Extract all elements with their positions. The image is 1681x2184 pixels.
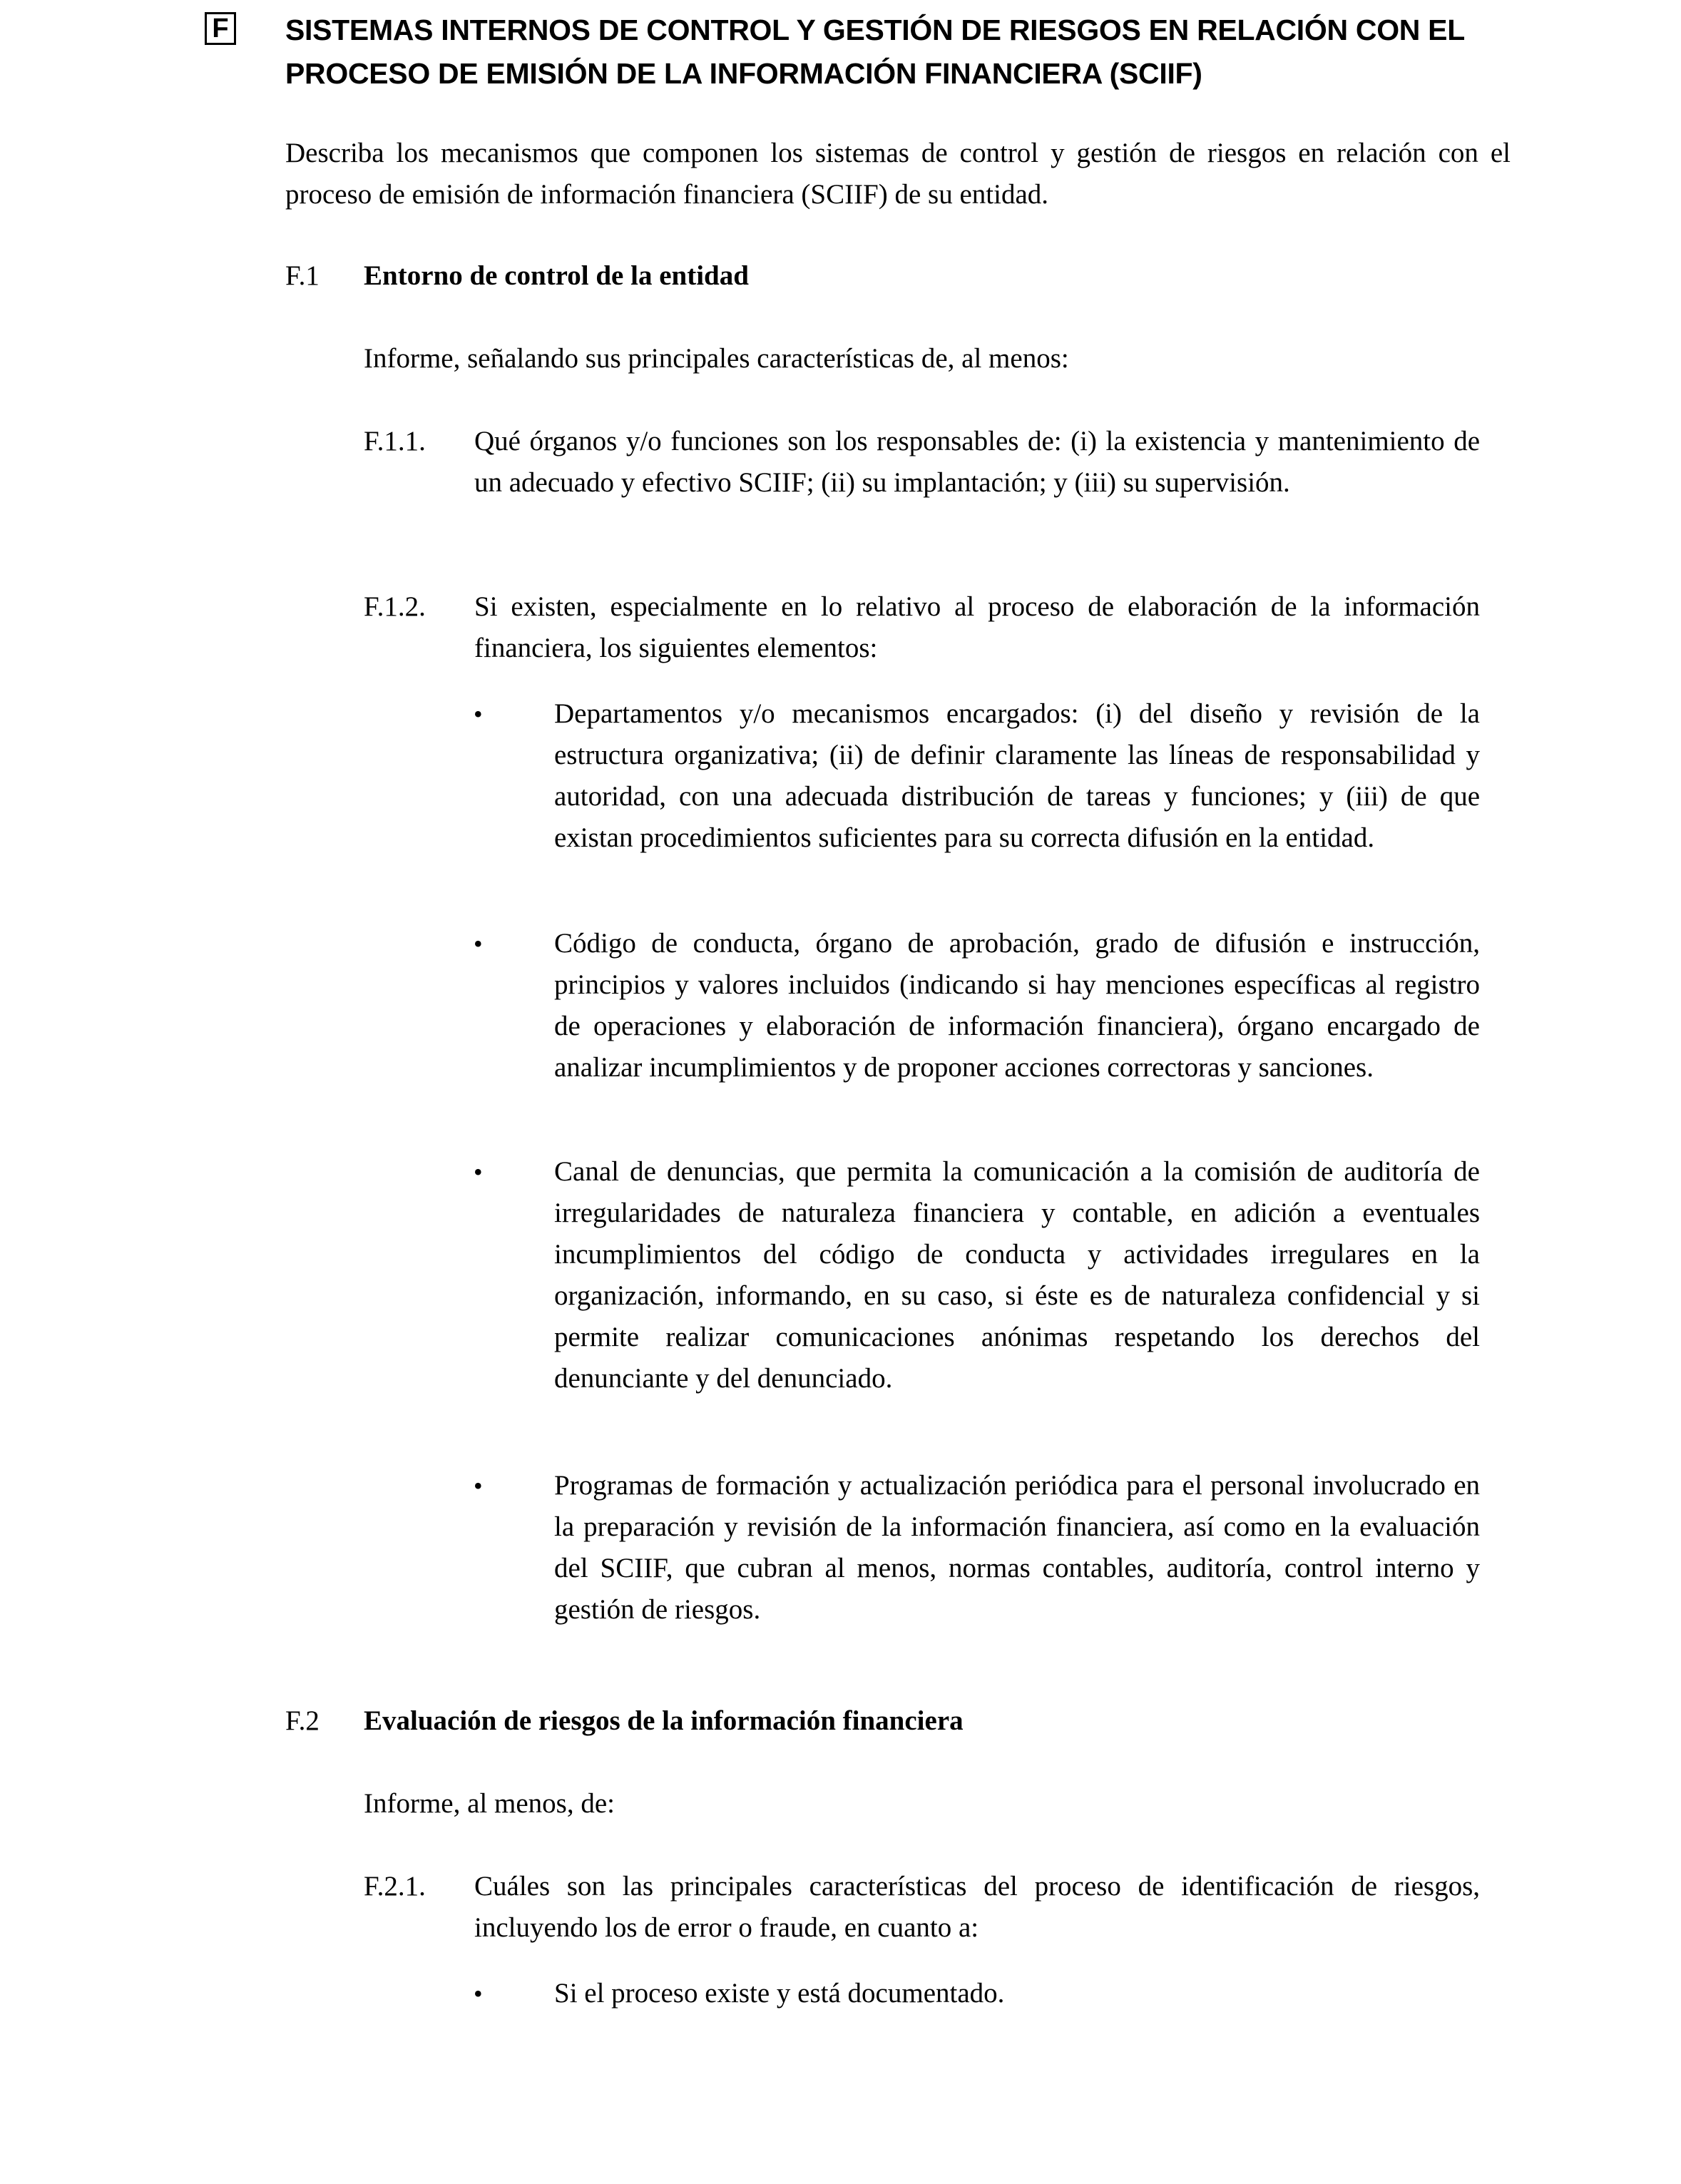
f1-number: F.1 xyxy=(285,260,320,291)
bullet-icon: • xyxy=(474,929,483,958)
f1-2-text: Si existen, especialmente en lo relativo al proceso de elaboración de la información financiera, los siguientes elementos: xyxy=(474,591,1480,663)
f1-bullet-3: Canal de denuncias, que permita la comunicación a la comisión de auditoría de irregularidades de naturaleza financiera y contable, en adición a eventuales incumplimientos del código de conducta y actividades irregulares en la organización, informando, en su caso, si éste es de naturaleza confidencial y si permite realizar comunicaciones anónimas respetando los derechos del denunciante y del denunciado. xyxy=(554,1156,1480,1394)
f2-1-number: F.2.1. xyxy=(364,1871,426,1902)
f2-lead: Informe, al menos, de: xyxy=(364,1788,615,1819)
bullet-icon: • xyxy=(474,1979,483,2008)
section-title: SISTEMAS INTERNOS DE CONTROL Y GESTIÓN DE RIESGOS EN RELACIÓN CON EL PROCESO DE EMISIÓN DE LA INFORMACIÓN FINANCIERA (SCIIF) xyxy=(285,14,1465,90)
bullet-icon: • xyxy=(474,700,483,728)
f2-number: F.2 xyxy=(285,1705,320,1736)
f2-title: Evaluación de riesgos de la información financiera xyxy=(364,1705,964,1736)
f1-lead: Informe, señalando sus principales características de, al menos: xyxy=(364,343,1069,374)
f1-1-text: Qué órganos y/o funciones son los responsables de: (i) la existencia y mantenimiento de un adecuado y efectivo SCIIF; (ii) su implantación; y (iii) su supervisión. xyxy=(474,426,1480,498)
bullet-icon: • xyxy=(474,1471,483,1500)
section-intro: Describa los mecanismos que componen los sistemas de control y gestión de riesgos en relación con el proceso de emisión de información financiera (SCIIF) de su entidad. xyxy=(285,138,1511,210)
f1-title: Entorno de control de la entidad xyxy=(364,260,749,291)
f1-2-number: F.1.2. xyxy=(364,591,426,622)
section-letter-box: F xyxy=(205,12,236,45)
f1-bullet-4: Programas de formación y actualización periódica para el personal involucrado en la preparación y revisión de la información financiera, así como en la evaluación del SCIIF, que cubran al menos, normas contables, auditoría, control interno y gestión de riesgos. xyxy=(554,1470,1480,1625)
f2-bullet-1: Si el proceso existe y está documentado. xyxy=(554,1978,1005,2009)
f1-1-number: F.1.1. xyxy=(364,426,426,456)
f2-1-text: Cuáles son las principales características del proceso de identificación de riesgos, incluyendo los de error o fraude, en cuanto a: xyxy=(474,1871,1480,1943)
f1-bullet-2: Código de conducta, órgano de aprobación, grado de difusión e instrucción, principios y valores incluidos (indicando si hay menciones específicas al registro de operaciones y elaboración de información financiera), órgano encargado de analizar incumplimientos y de proponer acciones correctoras y sanciones. xyxy=(554,928,1480,1083)
bullet-icon: • xyxy=(474,1158,483,1186)
f1-bullet-1: Departamentos y/o mecanismos encargados: (i) del diseño y revisión de la estructura organizativa; (ii) de definir claramente las líneas de responsabilidad y autoridad, con una adecuada distribución de tareas y funciones; y (iii) de que existan procedimientos suficientes para su correcta difusión en la entidad. xyxy=(554,698,1480,853)
